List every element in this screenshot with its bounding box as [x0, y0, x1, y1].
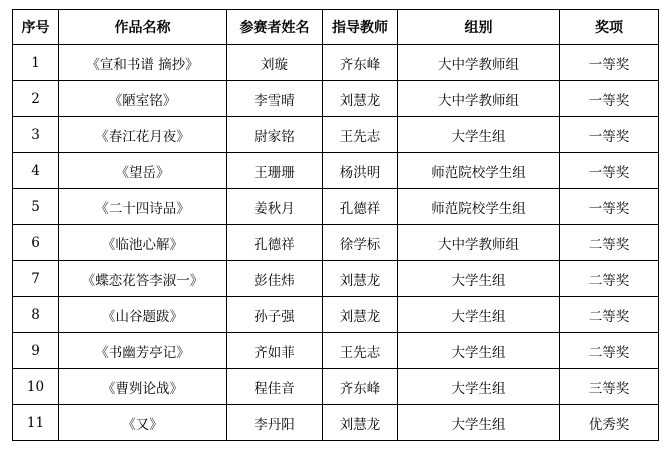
- cell-group: 大中学教师组: [398, 225, 560, 261]
- cell-no: 7: [13, 261, 59, 297]
- cell-group: 大中学教师组: [398, 45, 560, 81]
- cell-no: 9: [13, 333, 59, 369]
- cell-no: 4: [13, 153, 59, 189]
- cell-group: 大学生组: [398, 369, 560, 405]
- cell-teacher: 刘慧龙: [323, 81, 398, 117]
- cell-teacher: 刘慧龙: [323, 405, 398, 441]
- table-row: [13, 153, 659, 189]
- cell-teacher: 孔德祥: [323, 189, 398, 225]
- cell-award: 一等奖: [560, 117, 659, 153]
- table-header-row: [13, 10, 659, 45]
- header-name: 参赛者姓名: [227, 10, 323, 45]
- cell-title: 《蝶恋花答李淑一》: [59, 261, 227, 297]
- cell-group: 大中学教师组: [398, 81, 560, 117]
- cell-award: 三等奖: [560, 369, 659, 405]
- cell-name: 王珊珊: [227, 153, 323, 189]
- cell-award: 二等奖: [560, 261, 659, 297]
- header-teacher: 指导教师: [323, 10, 398, 45]
- cell-name: 姜秋月: [227, 189, 323, 225]
- cell-title: 《临池心解》: [59, 225, 227, 261]
- cell-award: 一等奖: [560, 45, 659, 81]
- cell-title: 《曹刿论战》: [59, 369, 227, 405]
- header-award: 奖项: [560, 10, 659, 45]
- cell-group: 大学生组: [398, 117, 560, 153]
- table-row: [13, 81, 659, 117]
- cell-award: 二等奖: [560, 297, 659, 333]
- cell-teacher: 杨洪明: [323, 153, 398, 189]
- cell-group: 师范院校学生组: [398, 189, 560, 225]
- header-group: 组别: [398, 10, 560, 45]
- cell-name: 孔德祥: [227, 225, 323, 261]
- cell-group: 大学生组: [398, 405, 560, 441]
- cell-name: 彭佳炜: [227, 261, 323, 297]
- cell-award: 优秀奖: [560, 405, 659, 441]
- cell-title: 《宣和书谱 摘抄》: [59, 45, 227, 81]
- cell-title: 《春江花月夜》: [59, 117, 227, 153]
- table-row: [13, 189, 659, 225]
- cell-title: 《陋室铭》: [59, 81, 227, 117]
- cell-name: 尉家铭: [227, 117, 323, 153]
- cell-award: 一等奖: [560, 81, 659, 117]
- table-row: [13, 225, 659, 261]
- table-row: [13, 45, 659, 81]
- cell-no: 8: [13, 297, 59, 333]
- header-no: 序号: [13, 10, 59, 45]
- cell-name: 刘璇: [227, 45, 323, 81]
- table-row: [13, 369, 659, 405]
- cell-title: 《又》: [59, 405, 227, 441]
- cell-name: 程佳音: [227, 369, 323, 405]
- table-body: [13, 45, 659, 441]
- cell-award: 二等奖: [560, 225, 659, 261]
- cell-no: 5: [13, 189, 59, 225]
- cell-teacher: 刘慧龙: [323, 261, 398, 297]
- cell-teacher: 刘慧龙: [323, 297, 398, 333]
- cell-group: 大学生组: [398, 261, 560, 297]
- cell-award: 一等奖: [560, 189, 659, 225]
- cell-award: 一等奖: [560, 153, 659, 189]
- cell-no: 3: [13, 117, 59, 153]
- header-title: 作品名称: [59, 10, 227, 45]
- cell-group: 大学生组: [398, 333, 560, 369]
- cell-name: 李丹阳: [227, 405, 323, 441]
- table-row: [13, 333, 659, 369]
- cell-teacher: 齐东峰: [323, 369, 398, 405]
- cell-teacher: 徐学标: [323, 225, 398, 261]
- cell-title: 《书幽芳亭记》: [59, 333, 227, 369]
- cell-title: 《望岳》: [59, 153, 227, 189]
- table-row: [13, 297, 659, 333]
- cell-teacher: 王先志: [323, 117, 398, 153]
- table-row: [13, 117, 659, 153]
- cell-name: 齐如菲: [227, 333, 323, 369]
- table-row: [13, 261, 659, 297]
- cell-title: 《山谷题跋》: [59, 297, 227, 333]
- cell-teacher: 齐东峰: [323, 45, 398, 81]
- cell-name: 李雪晴: [227, 81, 323, 117]
- cell-award: 二等奖: [560, 333, 659, 369]
- cell-teacher: 王先志: [323, 333, 398, 369]
- cell-name: 孙子强: [227, 297, 323, 333]
- cell-no: 2: [13, 81, 59, 117]
- awards-table: [12, 9, 659, 441]
- cell-group: 大学生组: [398, 297, 560, 333]
- cell-no: 11: [13, 405, 59, 441]
- table-row: [13, 405, 659, 441]
- cell-no: 6: [13, 225, 59, 261]
- cell-title: 《二十四诗品》: [59, 189, 227, 225]
- cell-no: 1: [13, 45, 59, 81]
- cell-no: 10: [13, 369, 59, 405]
- cell-group: 师范院校学生组: [398, 153, 560, 189]
